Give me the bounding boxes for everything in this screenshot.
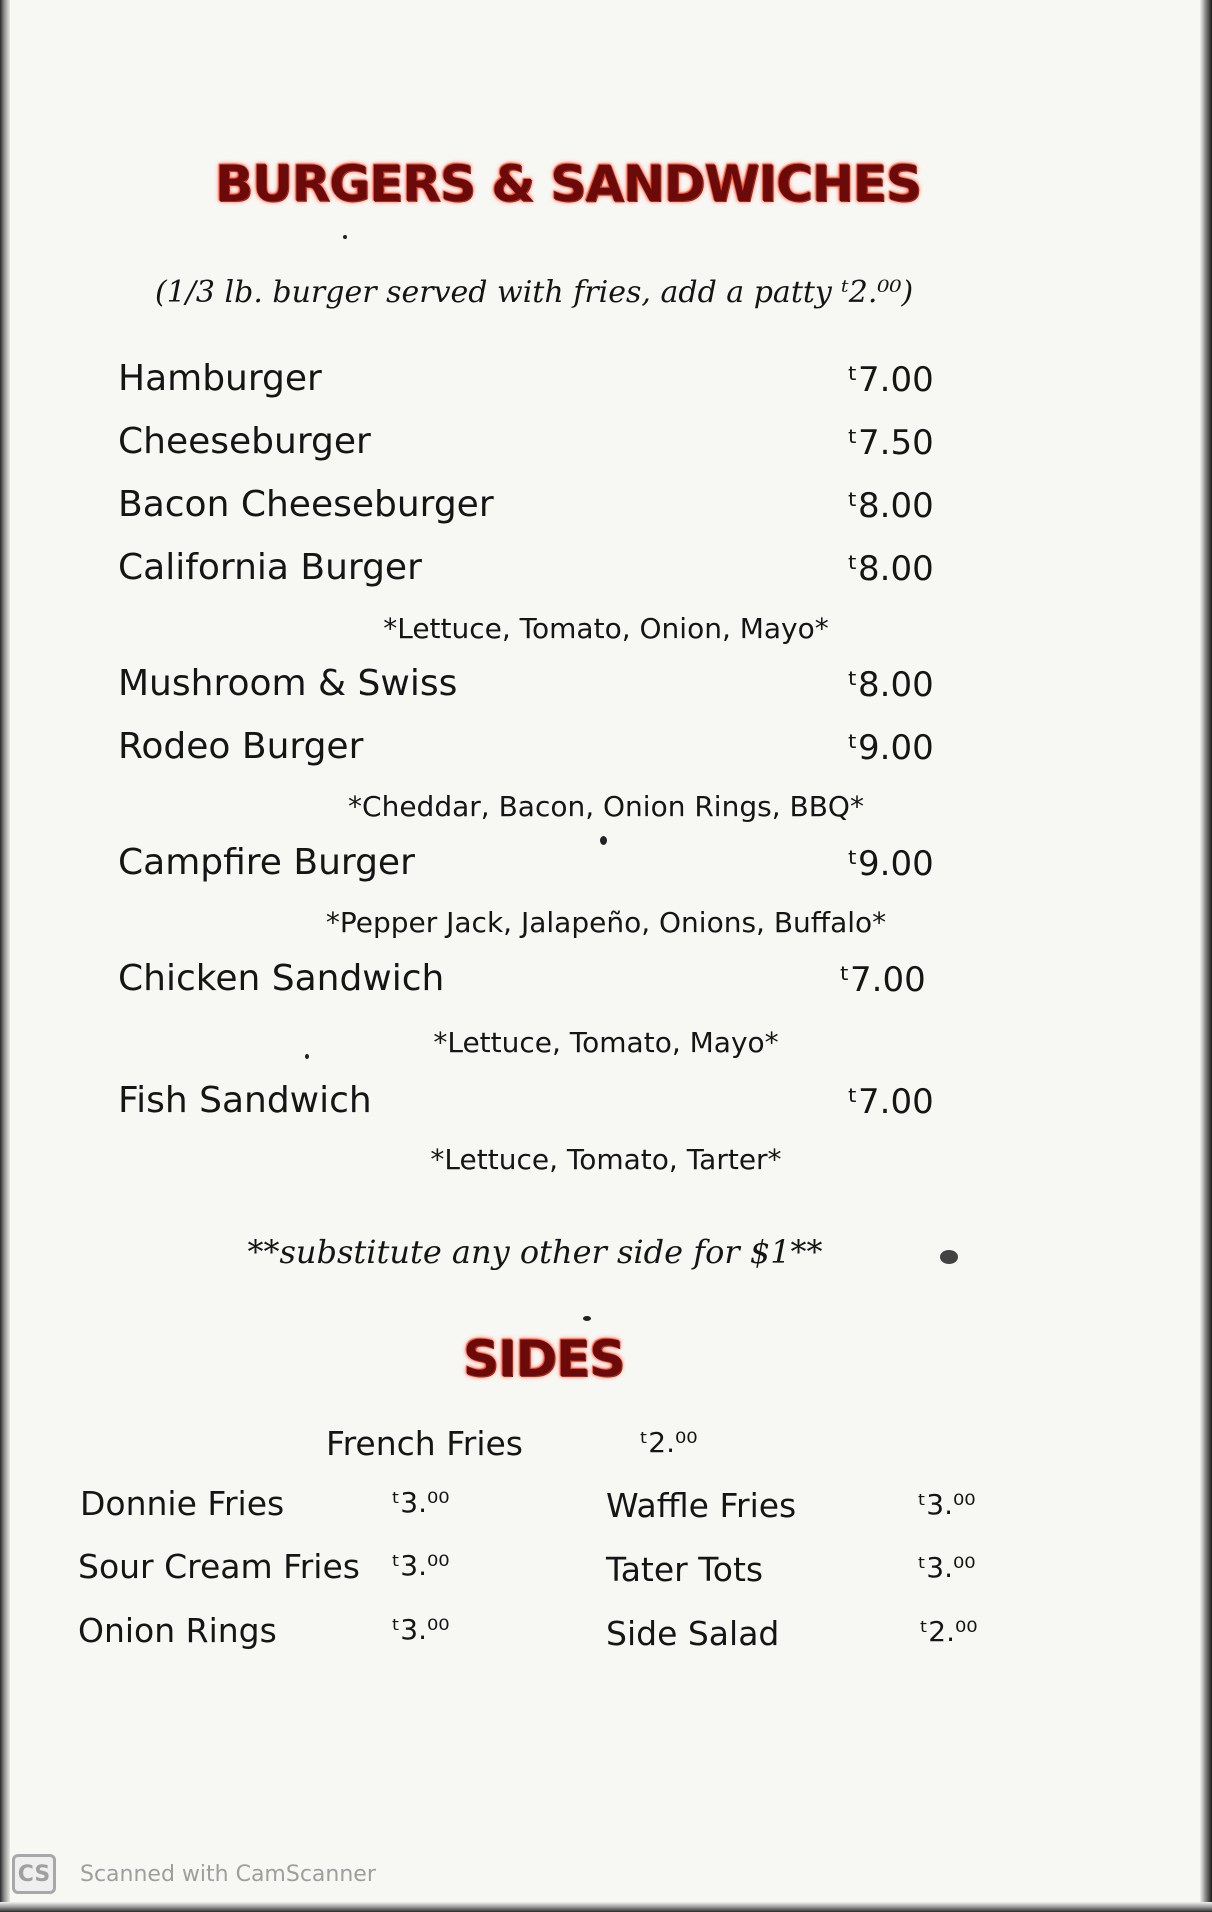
item-price: ᵗ8.00 — [848, 665, 934, 705]
item-name: Hamburger — [118, 358, 322, 399]
menu-item — [118, 1080, 948, 1130]
item-price: ᵗ8.00 — [848, 549, 934, 589]
item-description: *Lettuce, Tomato, Tarter* — [430, 1143, 782, 1176]
menu-item — [118, 421, 948, 471]
item-name: Cheeseburger — [118, 421, 371, 462]
menu-item — [118, 842, 948, 892]
watermark-text: Scanned with CamScanner — [80, 1861, 376, 1887]
substitute-note: **substitute any other side for $1** — [247, 1233, 823, 1271]
side-item-name: Sour Cream Fries — [78, 1547, 360, 1586]
page-edge-bottom — [0, 1902, 1212, 1912]
item-price: ᵗ7.50 — [848, 423, 934, 463]
menu-item — [118, 358, 948, 408]
item-price: ᵗ9.00 — [848, 844, 934, 884]
item-name: Chicken Sandwich — [118, 958, 445, 999]
page-edge-left — [0, 0, 10, 1912]
camscanner-logo: CS — [12, 1854, 56, 1894]
item-description: *Cheddar, Bacon, Onion Rings, BBQ* — [348, 790, 864, 823]
item-price: ᵗ7.00 — [848, 360, 934, 400]
page-edge-right — [1200, 0, 1212, 1912]
side-item-name: Waffle Fries — [606, 1486, 797, 1525]
side-item-name: French Fries — [326, 1424, 524, 1463]
burgers-section-title: BURGERS & SANDWICHES — [215, 155, 921, 213]
side-item-name: Onion Rings — [78, 1611, 277, 1650]
item-price: ᵗ7.00 — [848, 1082, 934, 1122]
item-description: *Lettuce, Tomato, Onion, Mayo* — [383, 612, 829, 645]
item-name: Bacon Cheeseburger — [118, 484, 494, 525]
side-item-name: Donnie Fries — [80, 1484, 285, 1523]
item-name: Rodeo Burger — [118, 726, 364, 767]
scan-speck — [343, 235, 347, 239]
side-item-name: Tater Tots — [606, 1550, 764, 1589]
item-price: ᵗ8.00 — [848, 486, 934, 526]
scan-speck — [600, 836, 607, 845]
side-item-price: ᵗ2.⁰⁰ — [920, 1615, 978, 1648]
item-name: Fish Sandwich — [118, 1080, 372, 1121]
side-item-price: ᵗ3.⁰⁰ — [392, 1613, 450, 1646]
menu-item — [118, 663, 948, 713]
menu-item — [118, 484, 948, 534]
scan-speck — [583, 1316, 591, 1321]
scan-speck — [940, 1250, 958, 1264]
side-item-price: ᵗ3.⁰⁰ — [918, 1551, 976, 1584]
burgers-subtitle: (1/3 lb. burger served with fries, add a patty ᵗ2.⁰⁰) — [155, 275, 914, 310]
item-description: *Lettuce, Tomato, Mayo* — [433, 1026, 779, 1059]
side-item-price: ᵗ3.⁰⁰ — [918, 1488, 976, 1521]
side-item-price: ᵗ3.⁰⁰ — [392, 1549, 450, 1582]
side-item-price: ᵗ2.⁰⁰ — [640, 1426, 698, 1459]
scanner-watermark — [12, 1852, 376, 1896]
side-item-name: Side Salad — [606, 1614, 780, 1653]
scan-speck — [305, 1054, 309, 1059]
item-price: ᵗ9.00 — [848, 728, 934, 768]
side-item-price: ᵗ3.⁰⁰ — [392, 1486, 450, 1519]
item-name: California Burger — [118, 547, 422, 588]
menu-item — [118, 547, 948, 597]
item-description: *Pepper Jack, Jalapeño, Onions, Buffalo* — [325, 906, 887, 939]
item-name: Mushroom & Swiss — [118, 663, 458, 704]
sides-section-title: SIDES — [463, 1330, 625, 1388]
menu-item — [118, 726, 948, 776]
menu-item — [118, 958, 948, 1008]
item-name: Campfire Burger — [118, 842, 415, 883]
item-price: ᵗ7.00 — [840, 960, 926, 1000]
